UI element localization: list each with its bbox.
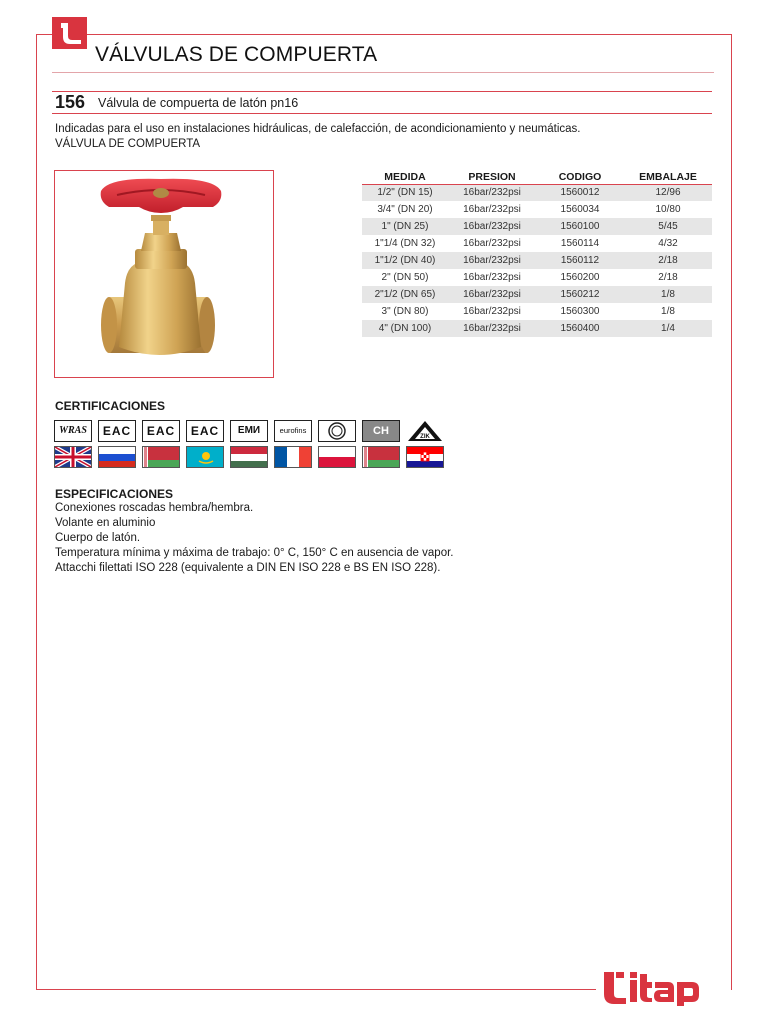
cell-codigo: 1560034 xyxy=(560,204,600,215)
eac-badge: EAC xyxy=(186,420,224,442)
cell-presion: 16bar/232psi xyxy=(463,238,521,249)
cell-embalaje: 2/18 xyxy=(658,272,678,283)
eac-badge: EAC xyxy=(142,420,180,442)
hungary-flag-icon xyxy=(230,446,268,468)
belarus-flag-icon xyxy=(142,446,180,468)
table-row xyxy=(362,218,712,235)
column-header-presion: PRESION xyxy=(448,170,536,184)
spec-line: Cuerpo de latón. xyxy=(55,532,141,544)
certifications-heading: CERTIFICACIONES xyxy=(55,399,166,413)
cell-embalaje: 12/96 xyxy=(624,184,712,201)
france-flag-icon xyxy=(274,446,312,468)
cell-embalaje: 10/80 xyxy=(655,204,681,215)
column-header-embalaje: EMBALAJE xyxy=(624,170,712,184)
eurofins-badge: eurofins xyxy=(274,420,312,442)
cell-codigo: 1560212 xyxy=(536,286,624,303)
poland-flag-icon xyxy=(318,446,356,468)
product-image xyxy=(54,170,274,378)
table-row xyxy=(362,303,712,320)
cell-presion: 16bar/232psi xyxy=(463,204,521,215)
cell-codigo: 1560012 xyxy=(536,184,624,201)
uk-flag-icon xyxy=(54,446,92,468)
cell-codigo: 1560300 xyxy=(560,306,600,317)
specifications-heading: ESPECIFICACIONES xyxy=(55,487,174,501)
table-row xyxy=(362,252,712,269)
cell-embalaje: 5/45 xyxy=(624,218,712,235)
corner-logo-icon xyxy=(52,17,87,49)
emi-badge: ЕМИ xyxy=(230,420,268,442)
cell-medida: 1"1/2 (DN 40) xyxy=(362,252,448,269)
cell-medida: 1" (DN 25) xyxy=(362,218,448,235)
cell-presion: 16bar/232psi xyxy=(448,252,536,269)
column-header-medida: MEDIDA xyxy=(362,170,448,184)
croatia-flag-icon xyxy=(406,446,444,468)
cell-presion: 16bar/232psi xyxy=(448,218,536,235)
table-row xyxy=(362,269,712,286)
cell-medida: 2"1/2 (DN 65) xyxy=(362,286,448,303)
product-number: 156 xyxy=(55,92,86,112)
zik-triangle-icon xyxy=(406,420,444,442)
iso-seal-icon xyxy=(319,421,355,441)
wras-badge: WRAS xyxy=(54,420,92,442)
frame-top-border xyxy=(36,34,732,35)
frame-right-border xyxy=(731,34,732,990)
frame-bottom-border xyxy=(36,989,596,990)
belarus-flag-icon xyxy=(362,446,400,468)
cell-presion: 16bar/232psi xyxy=(448,184,536,201)
product-name: Válvula de compuerta de latón pn16 xyxy=(98,96,299,110)
cell-codigo: 1560112 xyxy=(536,252,624,269)
ch-badge: CH xyxy=(362,420,400,442)
cell-codigo: 1560400 xyxy=(536,320,624,337)
eac-badge: EAC xyxy=(98,420,136,442)
cell-presion: 16bar/232psi xyxy=(463,306,521,317)
product-description-type: VÁLVULA DE COMPUERTA xyxy=(55,138,201,150)
cell-medida: 4" (DN 100) xyxy=(362,320,448,337)
spec-line: Volante en aluminio xyxy=(55,517,156,529)
iso-seal-badge xyxy=(318,420,356,442)
table-header-row xyxy=(362,170,712,184)
column-header-codigo: CODIGO xyxy=(536,170,624,184)
table-row xyxy=(362,184,712,201)
russia-flag-icon xyxy=(98,446,136,468)
cell-medida: 3" (DN 80) xyxy=(381,306,429,317)
cell-presion: 16bar/232psi xyxy=(463,272,521,283)
cell-embalaje: 1/8 xyxy=(624,286,712,303)
table-row xyxy=(362,201,712,218)
itap-logo-icon xyxy=(602,968,710,1006)
product-header-rule-top xyxy=(52,91,712,92)
spec-table xyxy=(362,170,712,337)
cell-medida: 1"1/4 (DN 32) xyxy=(374,238,436,249)
spec-line: Attacchi filettati ISO 228 (equivalente a DIN EN ISO 228 e BS EN ISO 228). xyxy=(55,562,441,574)
cell-codigo: 1560200 xyxy=(560,272,600,283)
cell-codigo: 1560100 xyxy=(536,218,624,235)
spec-line: Conexiones roscadas hembra/hembra. xyxy=(55,502,254,514)
table-row xyxy=(362,286,712,303)
zik-badge xyxy=(406,420,444,442)
page-title: VÁLVULAS DE COMPUERTA xyxy=(95,43,378,66)
spec-line: Temperatura mínima y máxima de trabajo: 0° C, 150° C en ausencia de vapor. xyxy=(55,547,454,559)
product-description: Indicadas para el uso en instalaciones hidráulicas, de calefacción, de acondicionamiento y neumáticas. xyxy=(55,123,581,135)
title-divider xyxy=(52,72,714,73)
itap-logo xyxy=(602,968,710,1006)
table-row xyxy=(362,235,712,252)
cell-embalaje: 4/32 xyxy=(658,238,678,249)
cell-embalaje: 2/18 xyxy=(624,252,712,269)
cell-embalaje: 1/8 xyxy=(661,306,675,317)
gate-valve-icon xyxy=(55,171,273,377)
cell-medida: 3/4" (DN 20) xyxy=(377,204,433,215)
cell-embalaje: 1/4 xyxy=(624,320,712,337)
cell-presion: 16bar/232psi xyxy=(448,286,536,303)
cell-presion: 16bar/232psi xyxy=(448,320,536,337)
kazakhstan-flag-icon xyxy=(186,446,224,468)
table-row xyxy=(362,320,712,337)
product-header-rule-bottom xyxy=(52,113,712,114)
frame-left-border xyxy=(36,34,37,990)
cell-medida: 2" (DN 50) xyxy=(381,272,429,283)
cell-codigo: 1560114 xyxy=(560,238,600,249)
svg-text:ZIK: ZIK xyxy=(420,434,430,440)
cell-medida: 1/2" (DN 15) xyxy=(362,184,448,201)
